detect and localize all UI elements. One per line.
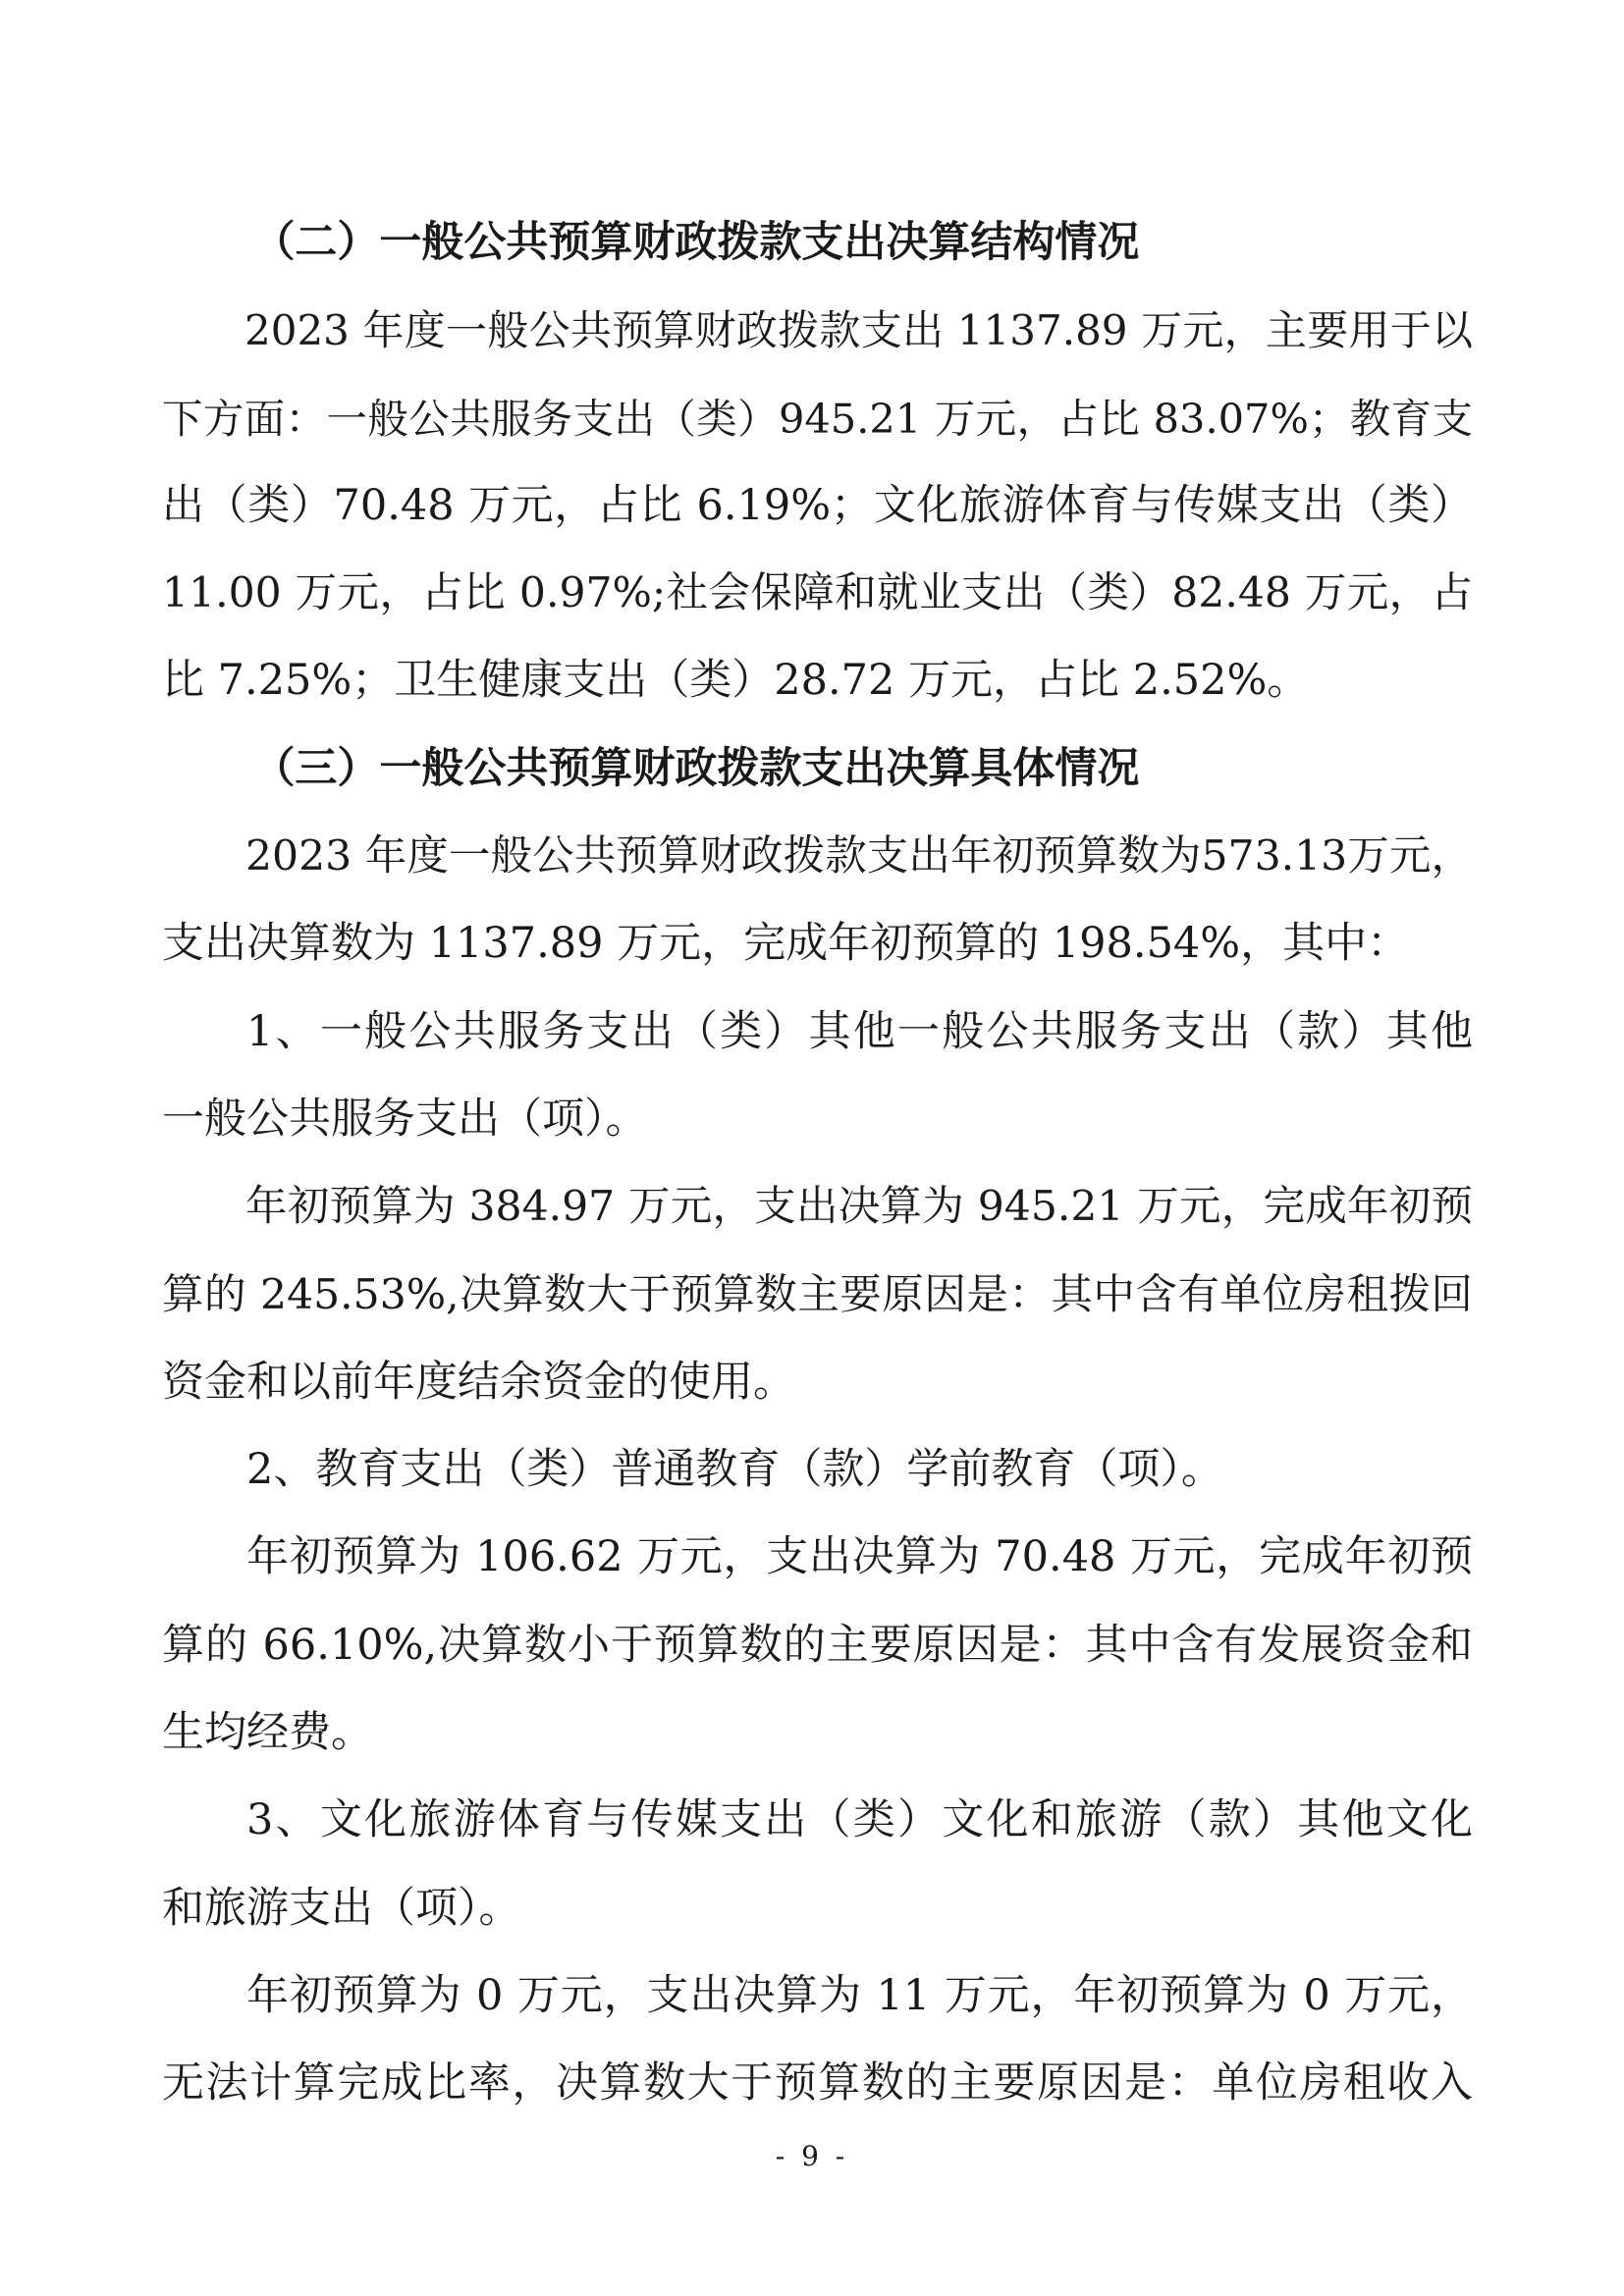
document-body xyxy=(162,199,1473,2128)
section-heading: （二）一般公共预算财政拨款支出决算结构情况 xyxy=(252,218,1140,267)
section-heading: （三）一般公共预算财政拨款支出决算具体情况 xyxy=(252,743,1140,793)
text-line: 无法计算完成比率，决算数大于预算数的主要原因是：单位房租收入 xyxy=(162,2058,1473,2109)
text-line: 算的 66.10%,决算数小于预算数的主要原因是：其中含有发展资金和 xyxy=(162,1620,1473,1670)
text-line: 资金和以前年度结余资金的使用。 xyxy=(162,1357,795,1407)
paragraph xyxy=(162,1163,1473,1426)
paragraph xyxy=(162,1426,1473,1514)
paragraph xyxy=(162,287,1473,724)
text-line: 生均经费。 xyxy=(162,1708,373,1758)
text-line: 支出决算数为 1137.89 万元，完成年初预算的 198.54%，其中： xyxy=(162,919,1410,969)
text-line: 一般公共服务支出（项）。 xyxy=(162,1094,648,1144)
text-line: 3、文化旅游体育与传媒支出（类）文化和旅游（款）其他文化 xyxy=(246,1795,1473,1845)
paragraph xyxy=(162,1514,1473,1777)
text-line: 比 7.25%；卫生健康支出（类）28.72 万元，占比 2.52%。 xyxy=(162,656,1310,706)
text-line: 年初预算为 106.62 万元，支出决算为 70.48 万元，完成年初预 xyxy=(246,1532,1473,1582)
paragraph xyxy=(162,1952,1473,2128)
paragraph xyxy=(162,988,1473,1164)
page-number: - 9 - xyxy=(775,2140,849,2172)
text-line: 和旅游支出（项）。 xyxy=(162,1883,521,1933)
text-line: 年初预算为 384.97 万元，支出决算为 945.21 万元，完成年初预 xyxy=(245,1183,1473,1232)
text-line: 11.00 万元，占比 0.97%;社会保障和就业支出（类）82.48 万元，占 xyxy=(162,569,1473,618)
text-line: 2023 年度一般公共预算财政拨款支出年初预算数为573.13万元， xyxy=(245,832,1473,881)
paragraph xyxy=(162,813,1473,988)
text-line: 年初预算为 0 万元，支出决算为 11 万元，年初预算为 0 万元， xyxy=(246,1970,1473,2020)
text-line: 1、一般公共服务支出（类）其他一般公共服务支出（款）其他 xyxy=(246,1006,1473,1056)
text-line: 2023 年度一般公共预算财政拨款支出 1137.89 万元，主要用于以 xyxy=(244,306,1473,355)
text-line: 算的 245.53%,决算数大于预算数主要原因是：其中含有单位房租拨回 xyxy=(162,1270,1473,1319)
text-line: 下方面：一般公共服务支出（类）945.21 万元，占比 83.07%；教育支 xyxy=(162,394,1473,443)
text-line: 2、教育支出（类）普通教育（款）学前教育（项）。 xyxy=(246,1445,1223,1495)
paragraph xyxy=(162,1777,1473,1952)
text-line: 出（类）70.48 万元，占比 6.19%；文化旅游体育与传媒支出（类） xyxy=(162,480,1473,530)
